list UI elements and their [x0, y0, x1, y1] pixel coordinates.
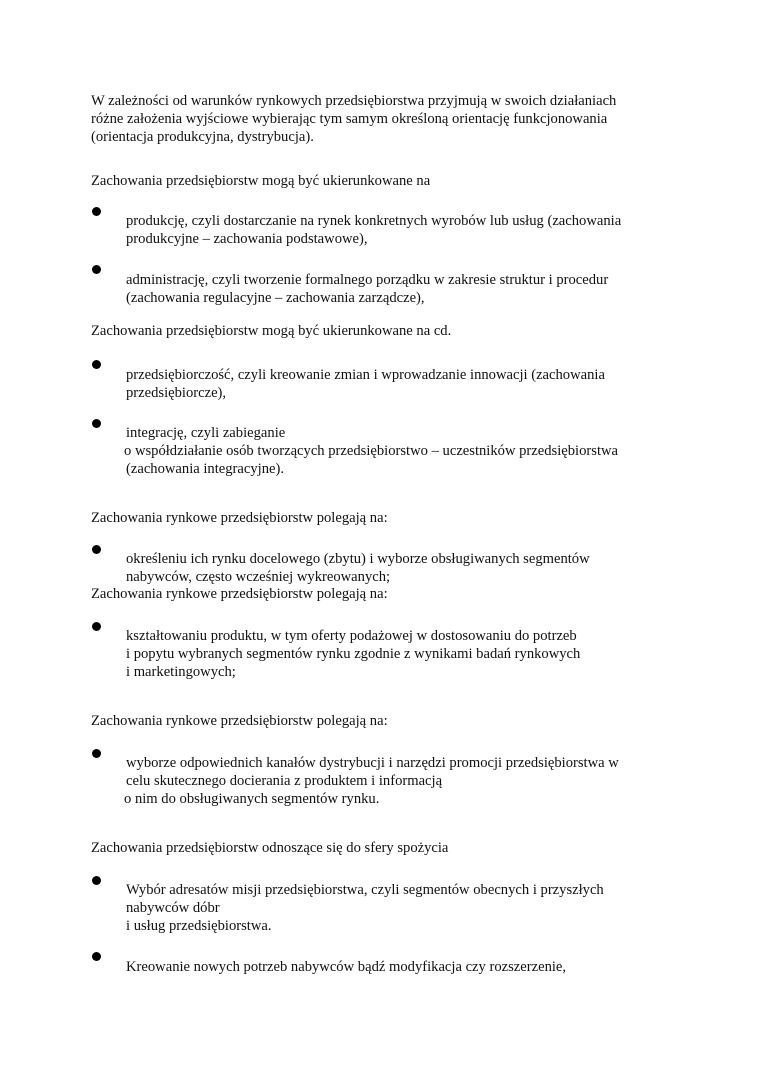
- bullet-icon: [92, 265, 101, 274]
- text-line: przedsiębiorcze),: [126, 385, 227, 401]
- bullet-icon: [92, 419, 101, 428]
- text-line: o nim do obsługiwanych segmentów rynku.: [124, 791, 380, 807]
- bullet-icon: [92, 207, 101, 216]
- list-item: [126, 424, 618, 478]
- bullet-icon: [92, 749, 101, 758]
- list-item: [126, 958, 566, 976]
- text-line: o współdziałanie osób tworzących przedsiębiorstwo – uczestników przedsiębiorstwa: [124, 443, 619, 459]
- section-heading: Zachowania przedsiębiorstw odnoszące się do sfery spożycia: [91, 840, 449, 856]
- list-item: [126, 881, 604, 935]
- section-heading: Zachowania przedsiębiorstw mogą być ukierunkowane na: [91, 173, 431, 189]
- bullet-icon: [92, 545, 101, 554]
- text-line: kształtowaniu produktu, w tym oferty podażowej w dostosowaniu do potrzeb: [126, 628, 577, 644]
- text-line: produkcję, czyli dostarczanie na rynek konkretnych wyrobów lub usług (zachowania: [126, 213, 622, 229]
- text-line: (zachowania regulacyjne – zachowania zarządcze),: [126, 290, 425, 306]
- list-item: [126, 627, 580, 681]
- text-line: W zależności od warunków rynkowych przedsiębiorstwa przyjmują w swoich działaniach: [91, 93, 617, 109]
- text-line: przedsiębiorczość, czyli kreowanie zmian i wprowadzanie innowacji (zachowania: [126, 367, 605, 383]
- text-line: wyborze odpowiednich kanałów dystrybucji i narzędzi promocji przedsiębiorstwa w: [126, 755, 619, 771]
- text-line: różne założenia wyjściowe wybierając tym samym określoną orientację funkcjonowania: [91, 111, 608, 127]
- text-line: celu skutecznego docierania z produktem i informacją: [126, 773, 443, 789]
- list-item: [126, 366, 605, 402]
- text-line: i marketingowych;: [126, 664, 236, 680]
- text-line: i usług przedsiębiorstwa.: [126, 918, 272, 934]
- bullet-icon: [92, 952, 101, 961]
- section-heading: Zachowania przedsiębiorstw mogą być ukierunkowane na cd.: [91, 323, 452, 339]
- bullet-icon: [92, 876, 101, 885]
- list-item: [126, 550, 590, 586]
- section-heading: Zachowania rynkowe przedsiębiorstw polegają na:: [91, 713, 388, 729]
- text-line: (zachowania integracyjne).: [126, 461, 285, 477]
- text-line: Wybór adresatów misji przedsiębiorstwa, czyli segmentów obecnych i przyszłych: [126, 882, 604, 898]
- text-line: administrację, czyli tworzenie formalnego porządku w zakresie struktur i procedur: [126, 272, 609, 288]
- section-heading: Zachowania rynkowe przedsiębiorstw polegają na:: [91, 510, 388, 526]
- text-line: i popytu wybranych segmentów rynku zgodnie z wynikami badań rynkowych: [126, 646, 581, 662]
- bullet-icon: [92, 360, 101, 369]
- text-line: nabywców dóbr: [126, 900, 220, 916]
- bullet-icon: [92, 622, 101, 631]
- list-item: [126, 212, 621, 248]
- text-line: określeniu ich rynku docelowego (zbytu) i wyborze obsługiwanych segmentów: [126, 551, 590, 567]
- text-line: nabywców, często wcześniej wykreowanych;: [126, 569, 391, 585]
- list-item: [126, 271, 608, 307]
- text-line: integrację, czyli zabieganie: [126, 425, 286, 441]
- intro-paragraph: [91, 92, 616, 146]
- section-heading: Zachowania rynkowe przedsiębiorstw polegają na:: [91, 586, 388, 602]
- text-line: produkcyjne – zachowania podstawowe),: [126, 231, 368, 247]
- list-item: [126, 754, 619, 808]
- text-line: Kreowanie nowych potrzeb nabywców bądź modyfikacja czy rozszerzenie,: [126, 959, 567, 975]
- text-line: (orientacja produkcyjna, dystrybucja).: [91, 129, 314, 145]
